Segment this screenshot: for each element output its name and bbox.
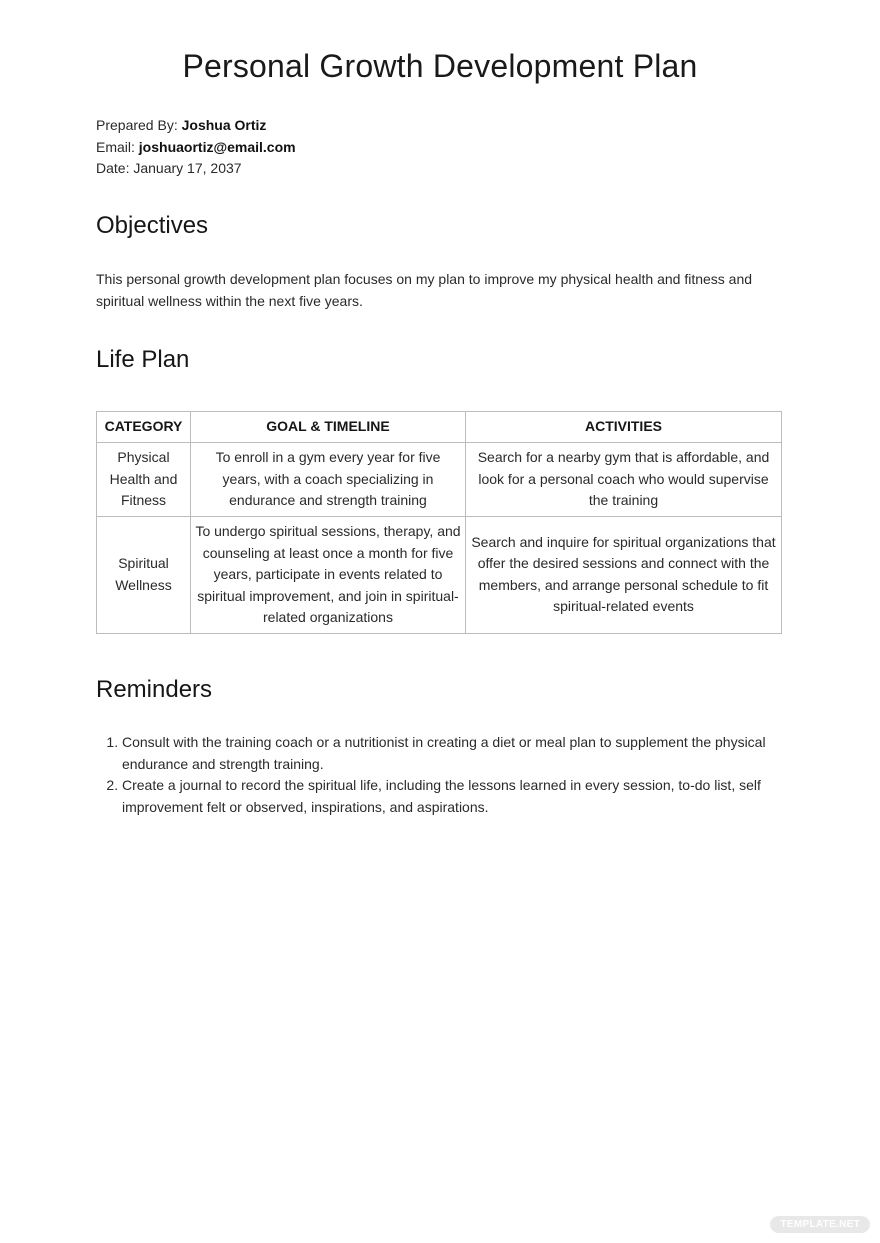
prepared-by-label: Prepared By: [96, 117, 178, 133]
column-header-category: CATEGORY [97, 412, 191, 443]
prepared-by-line [96, 115, 296, 137]
date-line [96, 158, 296, 180]
list-item: 1. Consult with the training coach or a nutritionist in creating a diet or meal plan to supplement the physical endurance and strength training. [122, 732, 812, 775]
list-item: 2. Create a journal to record the spiritual life, including the lessons learned in every session, to-do list, self improvement felt or observed, inspirations, and aspirations. [122, 775, 812, 818]
cell-category: Spiritual Wellness [97, 517, 191, 634]
column-header-activities: ACTIVITIES [466, 412, 782, 443]
objectives-heading: Objectives [96, 212, 209, 239]
email-line [96, 137, 296, 159]
page-title: Personal Growth Development Plan [182, 48, 698, 84]
document-meta [96, 115, 296, 180]
cell-goal: To undergo spiritual sessions, therapy, and counseling at least once a month for five years, participate in events related to spiritual improvement, and join in spiritual-related organizations [191, 517, 466, 634]
column-header-goal: GOAL & TIMELINE [191, 412, 466, 443]
email-label: Email: [96, 138, 135, 155]
cell-goal: To enroll in a gym every year for five years, with a coach specializing in endurance and strength training [191, 443, 466, 517]
life-plan-heading: Life Plan [96, 346, 190, 373]
life-plan-table [96, 411, 782, 634]
objectives-text: This personal growth development plan focuses on my plan to improve my physical health and fitness and spiritual wellness within the next five years. [96, 271, 753, 309]
table-row [97, 517, 782, 634]
reminders-heading: Reminders [96, 676, 213, 703]
cell-category: Physical Health and Fitness [97, 443, 191, 517]
cell-activities: Search and inquire for spiritual organizations that offer the desired sessions and connect with the members, and arrange personal schedule to fit spiritual-related events [466, 517, 782, 634]
table-row [97, 443, 782, 517]
prepared-by-value: Joshua Ortiz [181, 117, 267, 133]
reminders-list [96, 732, 812, 818]
watermark-badge: TEMPLATE.NET [770, 1216, 870, 1233]
date-label: Date: [96, 160, 130, 176]
date-value: January 17, 2037 [133, 160, 242, 176]
table-header-row [97, 412, 782, 443]
cell-activities: Search for a nearby gym that is affordable, and look for a personal coach who would supervise the training [466, 443, 782, 517]
email-value: joshuaortiz@email.com [138, 138, 296, 155]
